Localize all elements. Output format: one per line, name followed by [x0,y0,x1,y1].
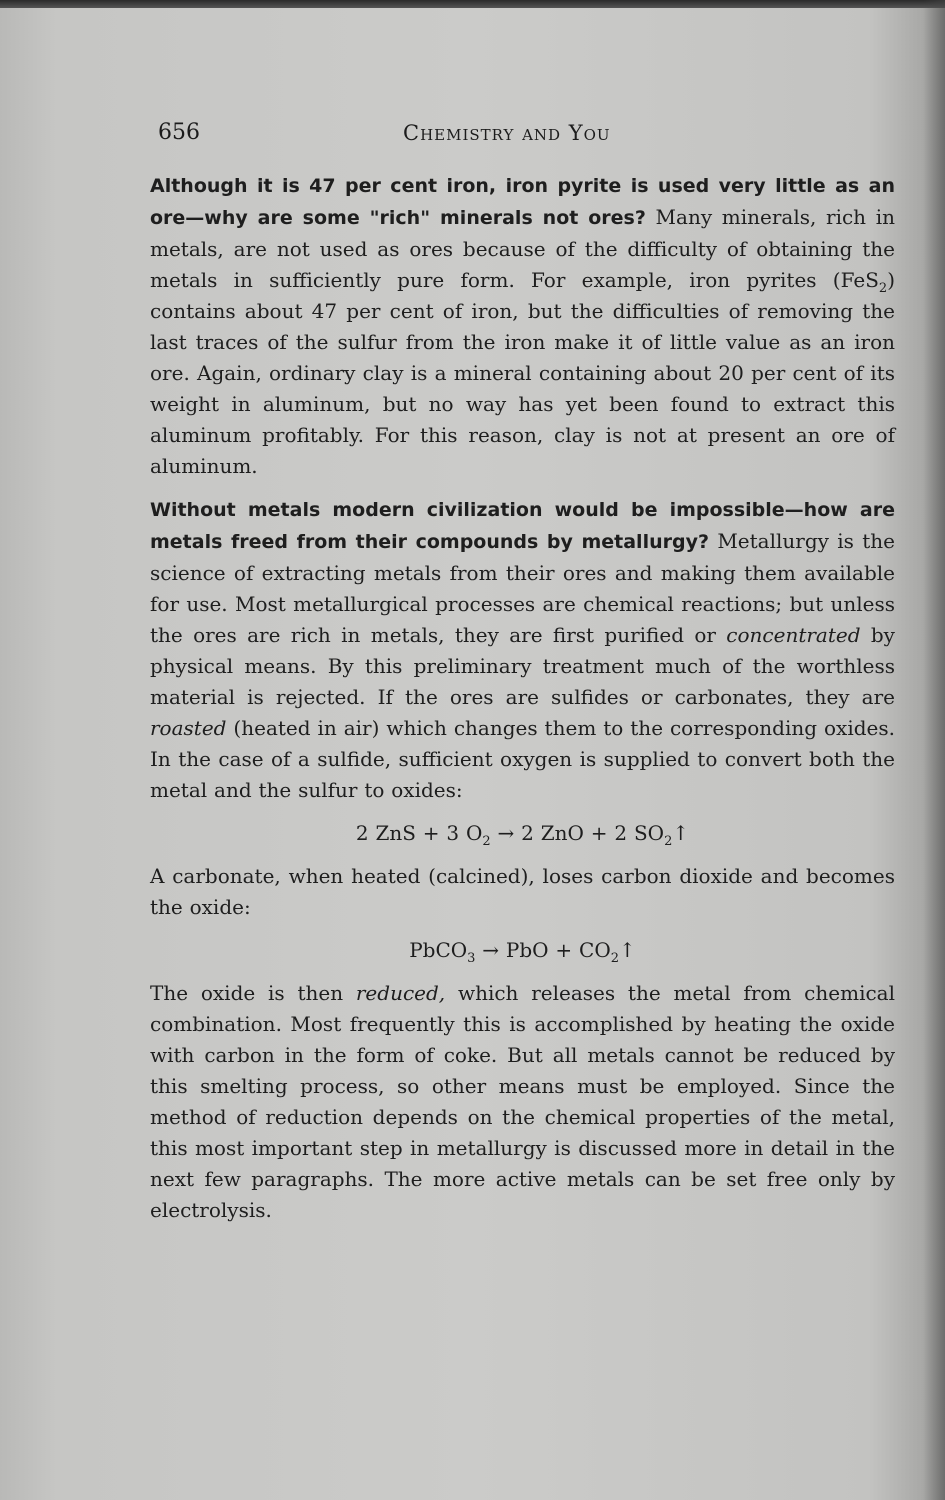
subscript: 3 [467,951,476,966]
subscript: 2 [664,834,673,849]
paragraph-text: The oxide is then [150,981,356,1005]
equation-zinc-sulfide-roasting [150,818,895,849]
paragraph-text: Metallurgy is the science of extracting metals from their ores and making them available for use. Most metallurgical processes are chemical reactions; but unless the ores are rich in metals, they are first purified or [150,529,895,647]
subscript: 2 [610,951,620,966]
page-number: 656 [158,120,200,145]
page-gutter-shadow [923,0,945,1500]
equation-part: PbCO [409,938,468,962]
equation-part: 2 ZnS + 3 O [355,821,483,845]
equation-part: → PbO + CO [475,938,611,962]
paragraph-metallurgy [150,494,895,806]
paragraph-carbonate [150,861,895,923]
italic-term: reduced, [355,981,446,1005]
equation-part: → 2 ZnO + 2 SO [490,821,665,845]
subscript: 2 [878,281,888,296]
equation-lead-carbonate-calcining [150,935,895,966]
body-text [150,170,895,1238]
italic-term: concentrated [726,623,861,647]
gas-arrow: ↑ [672,821,690,845]
page-top-shadow [0,0,945,8]
paragraph-text: by physical means. By this preliminary treatment much of the worthless material is rejected. If the ores are sulfides or carbonates, they are [150,623,895,709]
paragraph-text: A carbonate, when heated (calcined), loses carbon dioxide and becomes the oxide: [150,864,895,919]
page-header [158,120,898,150]
paragraph-text: ) contains about 47 per cent of iron, but the difficulties of removing the last traces of the sulfur from the iron make it of little value as an iron ore. Again, ordinary clay is a mineral containing about 20 per cent of its weight in aluminum, but no way has yet been found to extract this aluminum profitably. For this reason, clay is not at present an ore of aluminum. [150,268,895,478]
paragraph-reduction [150,978,895,1226]
gas-arrow: ↑ [619,938,636,962]
running-head: Chemistry and You [403,121,611,145]
paragraph-text: (heated in air) which changes them to the corresponding oxides. In the case of a sulfide, sufficient oxygen is supplied to convert both the metal and the sulfur to oxides: [150,716,895,802]
paragraph-lead-heading: Although it is 47 per cent iron, iron pyrite is used very little as an ore—why are some "rich" minerals not ores? [150,175,895,229]
paragraph-lead-heading: Without metals modern civilization would be impossible—how are metals freed from their compounds by metallurgy? [150,499,895,553]
paragraph-text: Many minerals, rich in metals, are not used as ores because of the difficulty of obtaining the metals in sufficiently pure form. For example, iron pyrites (FeS [150,205,895,292]
paragraph-text: which releases the metal from chemical combination. Most frequently this is accomplished by heating the oxide with carbon in the form of coke. But all metals cannot be reduced by this smelting process, so other means must be employed. Since the method of reduction depends on the chemical properties of the metal, this most important step in metallurgy is discussed more in detail in the next few paragraphs. The more active metals can be set free only by electrolysis. [150,981,895,1222]
subscript: 2 [482,834,491,849]
paragraph-rich-minerals [150,170,895,482]
italic-term: roasted [150,716,227,740]
